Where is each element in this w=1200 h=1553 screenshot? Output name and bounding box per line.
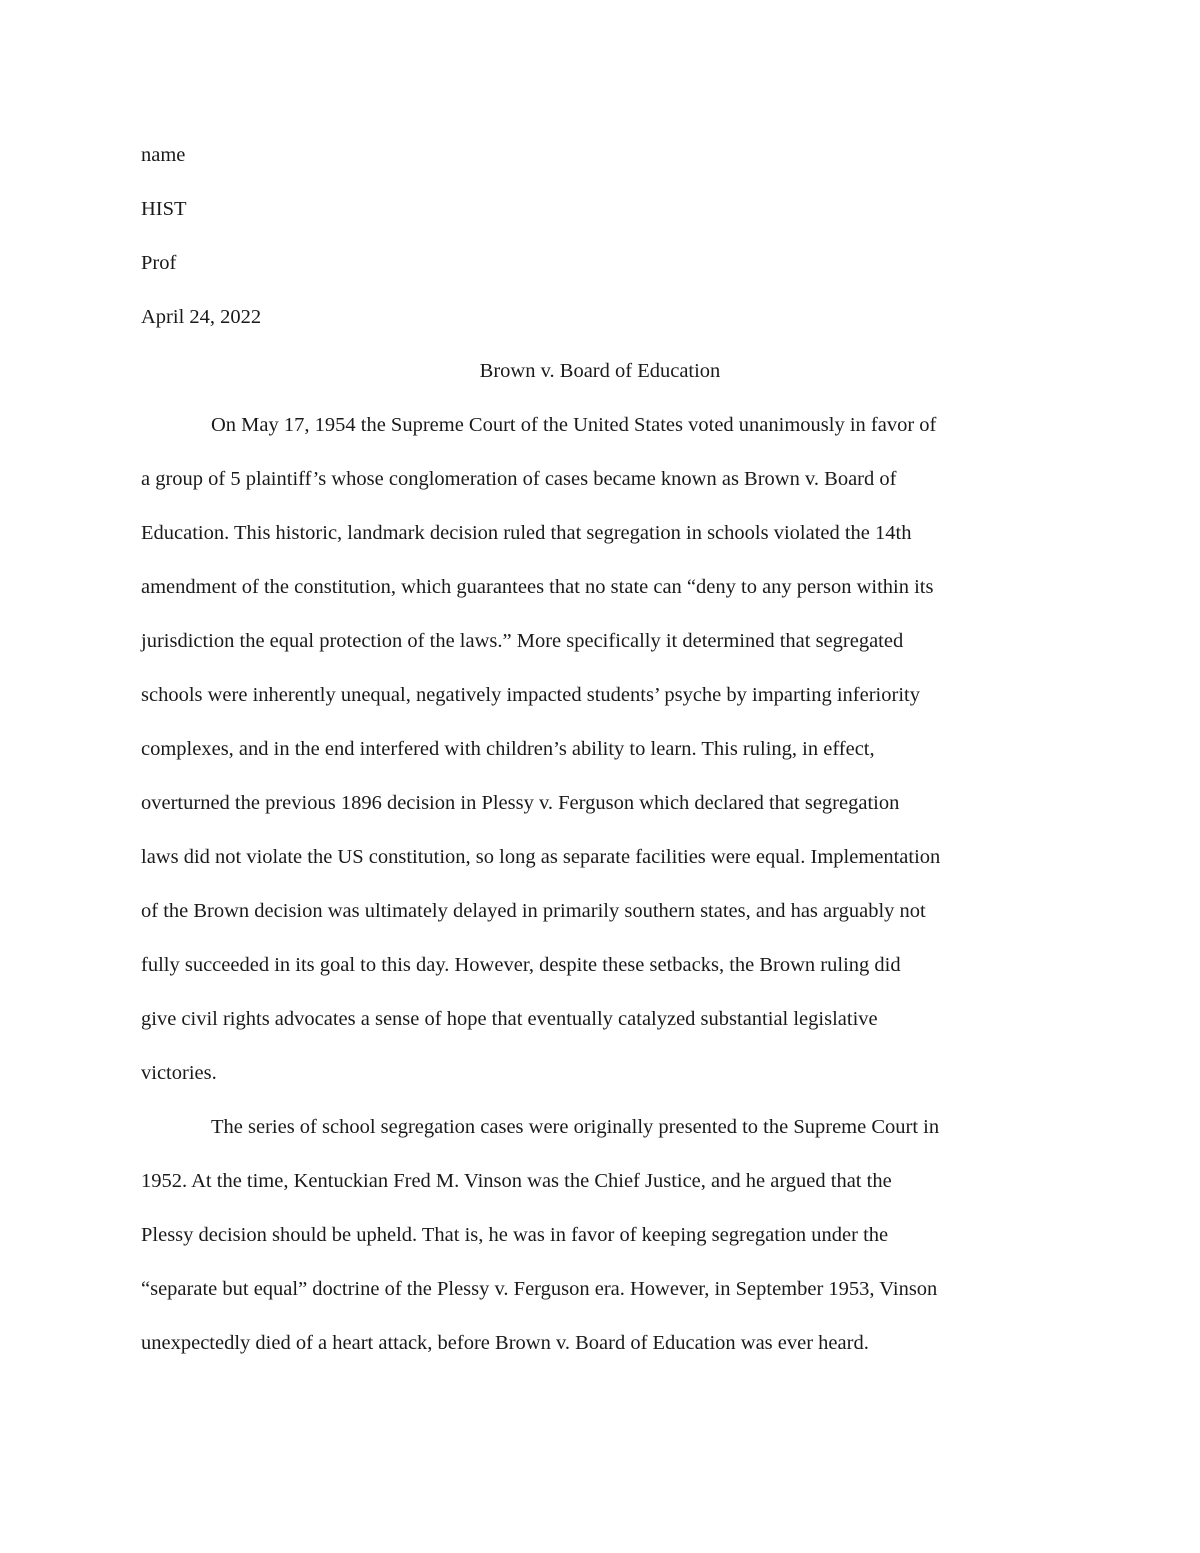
paragraph-line: The series of school segregation cases were originally presented to the Supreme Court in: [211, 1116, 940, 1138]
paragraph-line: Education. This historic, landmark decision ruled that segregation in schools violated the 14th: [141, 522, 912, 544]
paragraph-line: laws did not violate the US constitution, so long as separate facilities were equal. Implementation: [141, 846, 941, 868]
paragraph-line: overturned the previous 1896 decision in Plessy v. Ferguson which declared that segregation: [141, 792, 900, 814]
professor-name: Prof: [141, 252, 177, 274]
paragraph-1: [141, 398, 1059, 1100]
paragraph-line: complexes, and in the end interfered with children’s ability to learn. This ruling, in effect,: [141, 738, 875, 760]
paragraph-line: fully succeeded in its goal to this day. However, despite these setbacks, the Brown ruling did: [141, 954, 901, 976]
paragraph-line: of the Brown decision was ultimately delayed in primarily southern states, and has arguably not: [141, 900, 926, 922]
paragraph-line: 1952. At the time, Kentuckian Fred M. Vinson was the Chief Justice, and he argued that the: [141, 1170, 892, 1192]
paragraph-line: a group of 5 plaintiff’s whose conglomeration of cases became known as Brown v. Board of: [141, 468, 897, 490]
student-name: name: [141, 144, 186, 166]
paragraph-line: amendment of the constitution, which guarantees that no state can “deny to any person within its: [141, 576, 934, 598]
paragraph-line: “separate but equal” doctrine of the Plessy v. Ferguson era. However, in September 1953, Vinson: [141, 1278, 938, 1300]
document-date: April 24, 2022: [141, 306, 262, 328]
document-title: Brown v. Board of Education: [479, 360, 721, 382]
paragraph-line: victories.: [141, 1062, 217, 1084]
course-name: HIST: [141, 198, 187, 220]
paragraph-line: unexpectedly died of a heart attack, before Brown v. Board of Education was ever heard.: [141, 1332, 869, 1354]
paragraph-line: On May 17, 1954 the Supreme Court of the United States voted unanimously in favor of: [211, 414, 937, 436]
paragraph-line: schools were inherently unequal, negatively impacted students’ psyche by imparting inferiority: [141, 684, 920, 706]
paragraph-2: [141, 1100, 1059, 1370]
paragraph-line: give civil rights advocates a sense of hope that eventually catalyzed substantial legislative: [141, 1008, 878, 1030]
paragraph-line: Plessy decision should be upheld. That is, he was in favor of keeping segregation under the: [141, 1224, 889, 1246]
paragraph-line: jurisdiction the equal protection of the laws.” More specifically it determined that segregated: [141, 630, 904, 652]
